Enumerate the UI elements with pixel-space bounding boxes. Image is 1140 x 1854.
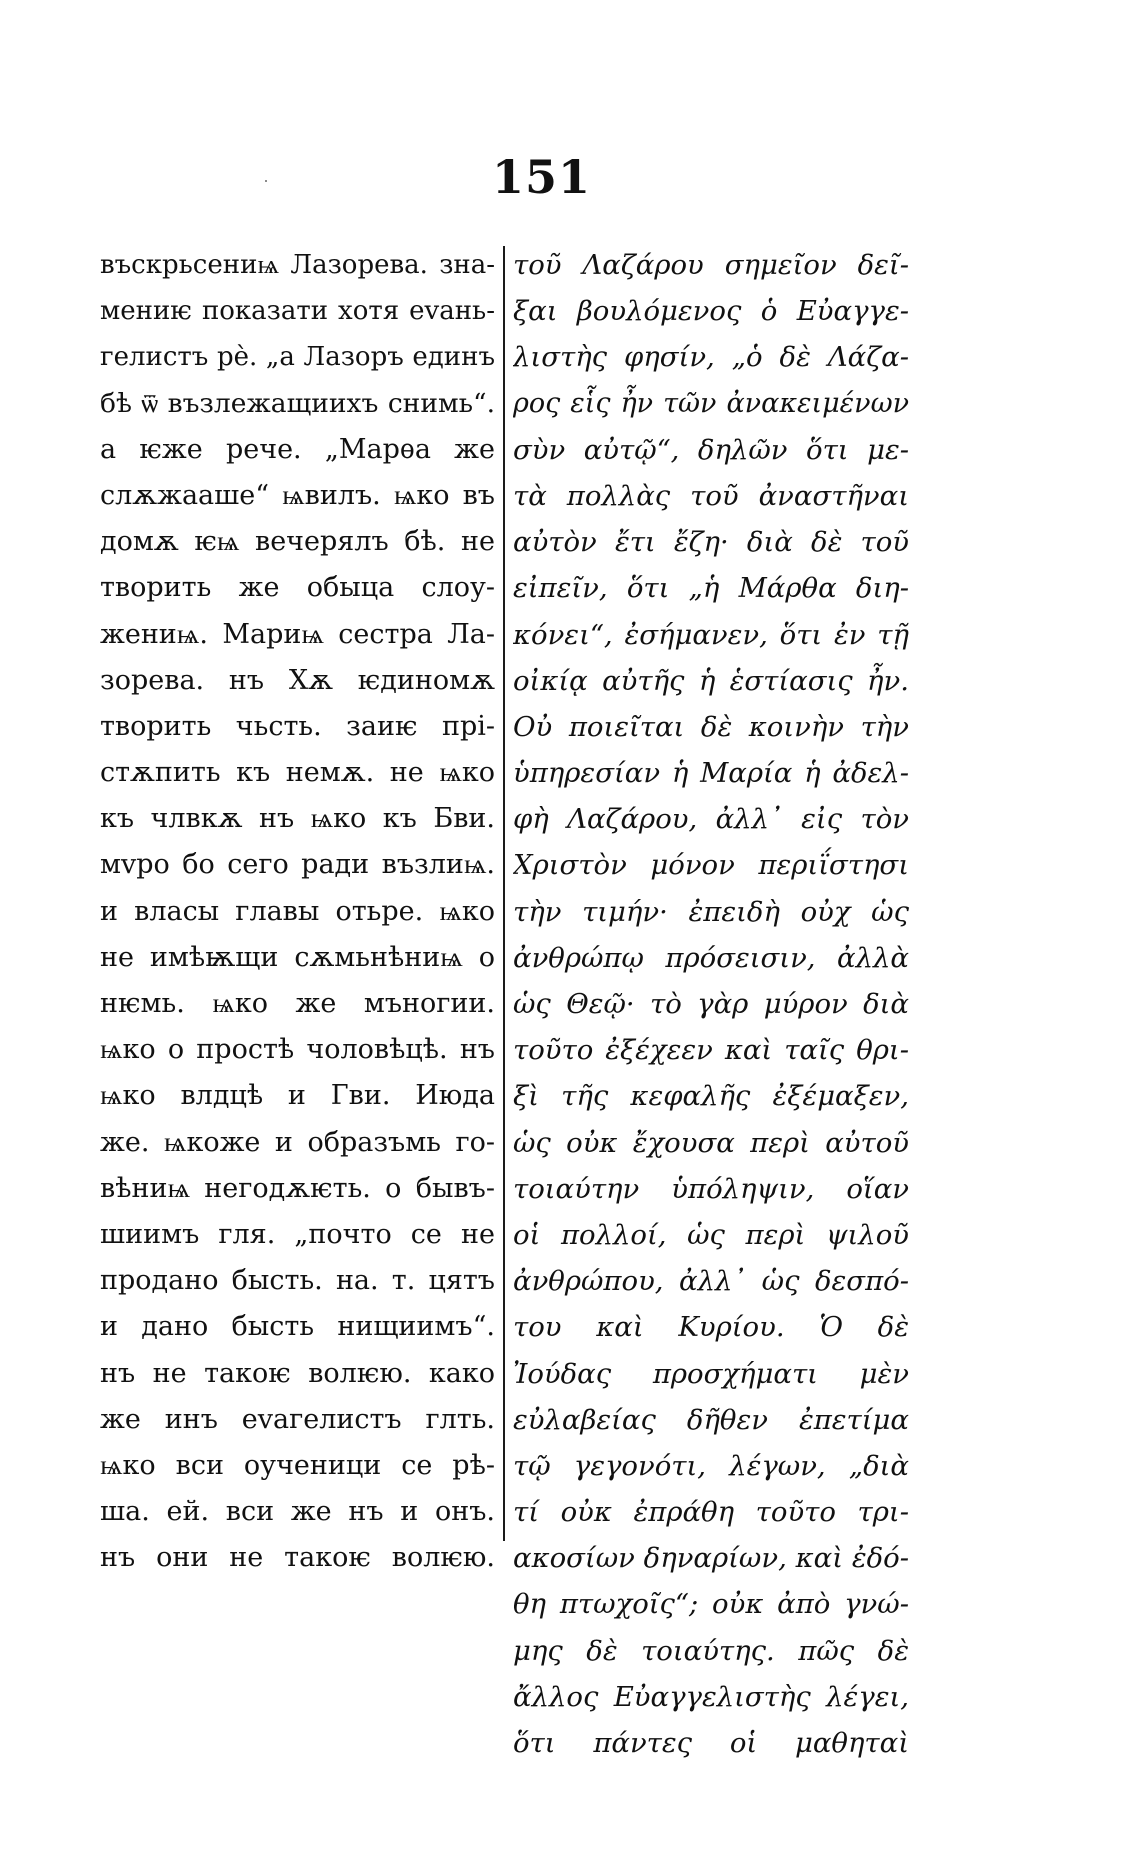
greek-text-line: Χριστὸν μόνον περιΐστησι [513, 849, 909, 882]
slavonic-text-line: ша. ей. вси же нъ и онъ. [100, 1496, 495, 1528]
greek-text-line: Οὐ ποιεῖται δὲ κοινὴν τὴν [513, 710, 909, 743]
greek-text-line: τοῦτο ἐξέχεεν καὶ ταῖς θρι- [513, 1034, 909, 1067]
slavonic-text-line: ѩко вси оученици се рѣ- [100, 1449, 495, 1481]
slavonic-text-line: же инъ еvагелистъ глть. [100, 1403, 495, 1435]
slavonic-text-line: вѣниѩ негодѫѥть. о бывъ- [100, 1172, 495, 1204]
greek-text-line: λιστὴς φησίν, „ὁ δὲ Λάζα- [513, 341, 909, 374]
greek-text-line: ὡς οὐκ ἔχουσα περὶ αὐτοῦ [513, 1126, 909, 1159]
slavonic-text-line: не имѣѭщи сѫмьнѣниѩ о [100, 941, 495, 973]
greek-text-line: θη πτωχοῖς“; οὐκ ἀπὸ γνώ- [513, 1588, 909, 1621]
slavonic-text-line: жениѩ. Мариѩ сестра Ла- [100, 618, 495, 650]
slavonic-text-line: мvро бо сего ради възлиѩ. [100, 849, 495, 881]
slavonic-text-line: творить чьсть. заиѥ прі- [100, 710, 495, 742]
greek-text-line: σὺν αὐτῷ“, δηλῶν ὅτι με- [513, 433, 909, 466]
greek-text-line: εἰπεῖν, ὅτι „ἡ Μάρθα διη- [513, 572, 909, 605]
slavonic-text-line: и власы главы отьре. ѩко [100, 895, 495, 927]
ink-speck [265, 180, 267, 182]
slavonic-text-line: нъ не такоѥ волѥю. како [100, 1357, 495, 1389]
slavonic-text-line: шиимъ гля. „почто се не [100, 1218, 495, 1250]
slavonic-text-line: въскрьсениѩ Лазорева. зна- [100, 250, 495, 280]
greek-text-line: Ἰούδας προσχήματι μὲν [513, 1357, 909, 1390]
greek-text-line: τὰ πολλὰς τοῦ ἀναστῆναι [513, 479, 909, 512]
page-number: 151 [492, 150, 592, 204]
greek-text-line: ὑπηρεσίαν ἡ Μαρία ἡ ἀδελ- [513, 757, 909, 790]
slavonic-text-line: нъ они не такоѥ волѥю. [100, 1542, 495, 1574]
greek-text-line: τὴν τιμήν· ἐπειδὴ οὐχ ὡς [513, 895, 909, 928]
slavonic-text-line: творить же обыца слоу- [100, 572, 495, 604]
slavonic-text-line: продано бысть. на. т. цятъ [100, 1265, 495, 1297]
greek-column [513, 242, 909, 1766]
slavonic-text-line: бѣ ѿ възлежащиихъ снимь“. [100, 387, 495, 419]
greek-text-line: ἀνθρώπῳ πρόσεισιν, ἀλλὰ [513, 941, 909, 974]
slavonic-text-line: гелистъ рѐ. „а Лазоръ единъ [100, 342, 495, 373]
slavonic-text-line: а ѥже рече. „Марѳа же [100, 433, 495, 465]
greek-text-line: ὅτι πάντες οἱ μαθηταὶ [513, 1727, 909, 1759]
slavonic-text-line: же. ѩкоже и образъмь го- [100, 1126, 495, 1158]
slavonic-text-line: слѫжааше“ ѩвилъ. ѩко въ [100, 479, 495, 511]
greek-text-line: ἀνθρώπου, ἀλλ᾽ ὡς δεσπό- [513, 1265, 909, 1298]
greek-text-line: τοιαύτην ὑπόληψιν, οἵαν [513, 1172, 909, 1205]
greek-text-line: ἄλλος Εὐαγγελιστὴς λέγει, [513, 1680, 909, 1713]
greek-text-line: φὴ Λαζάρου, ἀλλ᾽ εἰς τὸν [513, 803, 909, 836]
greek-text-line: οἱ πολλοί, ὡς περὶ ψιλοῦ [513, 1218, 909, 1251]
slavonic-text-line: домѫ ѥѩ вечерялъ бѣ. не [100, 526, 495, 558]
greek-text-line: οἰκίᾳ αὐτῆς ἡ ἑστίασις ἦν. [513, 664, 909, 697]
greek-text-line: ξὶ τῆς κεφαλῆς ἐξέμαξεν, [513, 1080, 909, 1113]
greek-text-line: τοῦ Λαζάρου σημεῖον δεῖ- [513, 249, 909, 281]
greek-text-line: ακοσίων δηναρίων, καὶ ἐδό- [513, 1542, 909, 1575]
greek-text-line: εὐλαβείας δῆθεν ἐπετίμα [513, 1403, 909, 1436]
slavonic-text-line: мениѥ показати хотя еvань- [100, 296, 495, 327]
greek-text-line: του καὶ Κυρίου. Ὁ δὲ [513, 1311, 909, 1344]
slavonic-text-line: ѩко о простѣ чоловѣцѣ. нъ [100, 1034, 495, 1066]
greek-text-line: τῷ γεγονότι, λέγων, „διὰ [513, 1449, 909, 1482]
slavonic-text-line: нѥмь. ѩко же мъногии. [100, 988, 495, 1019]
greek-text-line: μης δὲ τοιαύτης. πῶς δὲ [513, 1634, 909, 1667]
column-divider [503, 246, 505, 1541]
greek-text-line: ξαι βουλόμενος ὁ Εὐαγγε- [513, 295, 909, 328]
greek-text-line: τί οὐκ ἐπράθη τοῦτο τρι- [513, 1496, 909, 1529]
slavonic-text-line: зорева. нъ Хѫ ѥдиномѫ [100, 664, 495, 696]
greek-text-line: ρος εἷς ἦν τῶν ἀνακειμένων [513, 387, 909, 419]
slavonic-text-line: ѩко влдцѣ и Гви. Июда [100, 1080, 495, 1112]
slavonic-text-line: и дано бысть нищиимъ“. [100, 1311, 495, 1343]
greek-text-line: κόνει“, ἐσήμανεν, ὅτι ἐν τῇ [513, 618, 909, 651]
church-slavonic-column [100, 242, 495, 1581]
greek-text-line: αὐτὸν ἔτι ἔζη· διὰ δὲ τοῦ [513, 526, 909, 559]
slavonic-text-line: стѫпить къ немѫ. не ѩко [100, 757, 495, 789]
slavonic-text-line: къ члвкѫ нъ ѩко къ Бви. [100, 803, 495, 835]
greek-text-line: ὡς Θεῷ· τὸ γὰρ μύρον διὰ [513, 988, 909, 1020]
